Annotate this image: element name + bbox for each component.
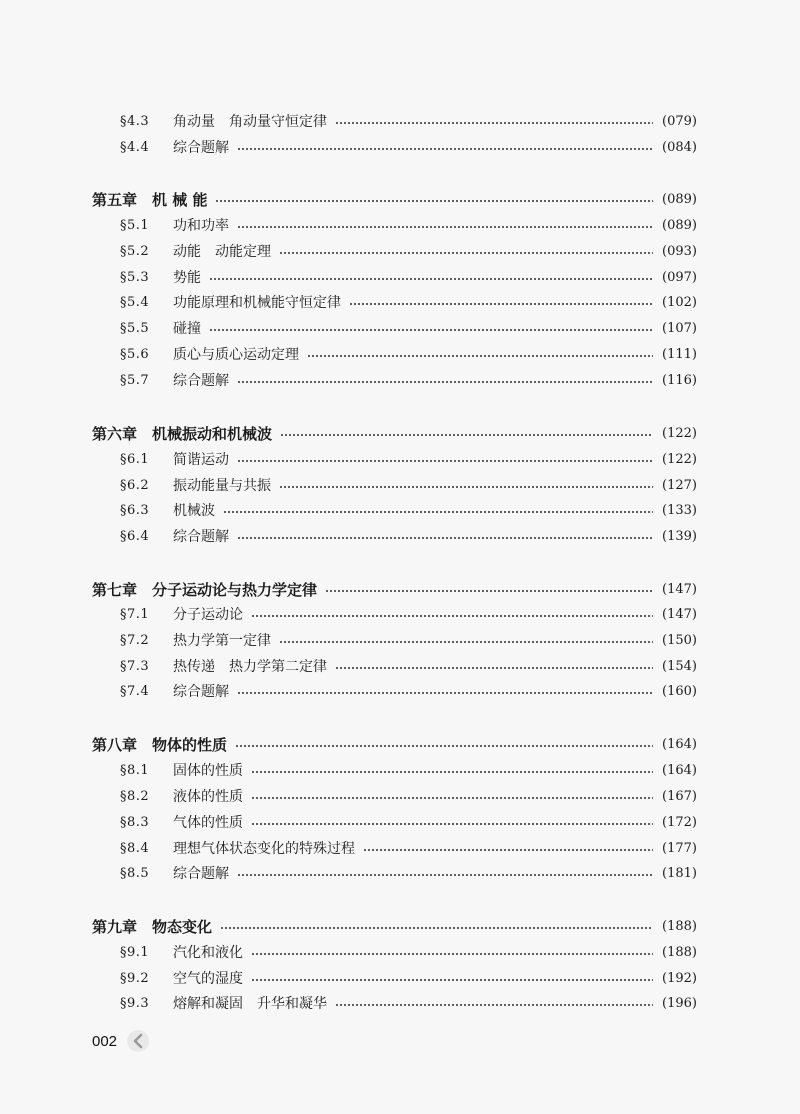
section-number: §8.3	[120, 814, 150, 830]
chapter-title: 第六章 机械振动和机械波	[92, 424, 273, 443]
section-number: §6.2	[120, 477, 150, 493]
chapter-entry[interactable]	[0, 187, 800, 211]
section-entry[interactable]	[0, 679, 800, 703]
page-ref: (089)	[662, 191, 697, 207]
chapter-entry[interactable]	[0, 732, 800, 756]
page-ref: (102)	[662, 294, 697, 310]
section-entry[interactable]	[0, 602, 800, 626]
leader-dots	[209, 278, 653, 280]
leader-dots	[335, 122, 653, 124]
leader-dots	[251, 979, 653, 981]
section-title: 功和功率	[173, 218, 229, 234]
leader-dots	[235, 745, 653, 747]
section-title: 热力学第一定律	[173, 633, 271, 649]
section-entry[interactable]	[0, 473, 800, 497]
leader-dots	[363, 849, 653, 851]
section-number: §6.1	[120, 451, 150, 467]
section-number: §9.3	[120, 995, 150, 1011]
section-number: §4.3	[120, 113, 150, 129]
section-title: 动能 动能定理	[173, 244, 271, 260]
page-ref: (133)	[662, 502, 697, 518]
back-button[interactable]	[127, 1030, 149, 1052]
page-ref: (192)	[662, 970, 697, 986]
leader-dots	[220, 927, 653, 929]
page-ref: (188)	[662, 918, 697, 934]
chapter-title: 第九章 物态变化	[92, 917, 213, 936]
leader-dots	[325, 590, 653, 592]
section-title: 质心与质心运动定理	[173, 347, 299, 363]
section-title: 势能	[173, 270, 201, 286]
section-title: 角动量 角动量守恒定律	[173, 114, 327, 130]
section-number: §8.5	[120, 865, 150, 881]
section-entry[interactable]	[0, 316, 800, 340]
chapter-entry[interactable]	[0, 421, 800, 445]
page-ref: (127)	[662, 477, 697, 493]
section-number: §7.4	[120, 683, 150, 699]
leader-dots	[251, 953, 653, 955]
leader-dots	[209, 329, 653, 331]
section-entry[interactable]	[0, 861, 800, 885]
leader-dots	[237, 537, 653, 539]
section-title: 熔解和凝固 升华和凝华	[173, 996, 327, 1012]
page-ref: (150)	[662, 632, 697, 648]
section-title: 固体的性质	[173, 763, 243, 779]
section-number: §7.1	[120, 606, 150, 622]
section-title: 分子运动论	[173, 607, 243, 623]
section-number: §5.7	[120, 372, 150, 388]
section-entry[interactable]	[0, 810, 800, 834]
chapter-title: 第七章 分子运动论与热力学定律	[92, 580, 318, 599]
section-entry[interactable]	[0, 758, 800, 782]
section-number: §4.4	[120, 139, 150, 155]
leader-dots	[215, 200, 653, 202]
section-title: 综合题解	[173, 684, 229, 700]
page-ref: (188)	[662, 944, 697, 960]
section-entry[interactable]	[0, 966, 800, 990]
page-ref: (147)	[662, 606, 697, 622]
section-number: §5.4	[120, 294, 150, 310]
leader-dots	[251, 771, 653, 773]
section-title: 液体的性质	[173, 789, 243, 805]
page-ref: (172)	[662, 814, 697, 830]
section-title: 综合题解	[173, 529, 229, 545]
section-entry[interactable]	[0, 784, 800, 808]
leader-dots	[237, 226, 653, 228]
page-ref: (154)	[662, 658, 697, 674]
leader-dots	[237, 148, 653, 150]
leader-dots	[349, 303, 653, 305]
page-ref: (122)	[662, 451, 697, 467]
chevron-left-icon	[131, 1033, 145, 1049]
section-title: 机械波	[173, 503, 215, 519]
section-number: §8.1	[120, 762, 150, 778]
section-entry[interactable]	[0, 265, 800, 289]
section-number: §5.3	[120, 269, 150, 285]
section-entry[interactable]	[0, 342, 800, 366]
section-entry[interactable]	[0, 628, 800, 652]
leader-dots	[237, 874, 653, 876]
section-entry[interactable]	[0, 135, 800, 159]
section-title: 功能原理和机械能守恒定律	[173, 295, 341, 311]
leader-dots	[223, 511, 653, 513]
page-ref: (079)	[662, 113, 697, 129]
page-ref: (164)	[662, 736, 697, 752]
chapter-title: 第五章 机 械 能	[92, 190, 208, 209]
section-entry[interactable]	[0, 991, 800, 1015]
chapter-title: 第八章 物体的性质	[92, 735, 228, 754]
section-entry[interactable]	[0, 368, 800, 392]
page-ref: (107)	[662, 320, 697, 336]
page-ref: (164)	[662, 762, 697, 778]
chapter-entry[interactable]	[0, 577, 800, 601]
page-ref: (196)	[662, 995, 697, 1011]
page-number: 002	[92, 1033, 118, 1050]
page-ref: (111)	[662, 346, 697, 362]
section-number: §5.2	[120, 243, 150, 259]
page-ref: (084)	[662, 139, 697, 155]
section-entry[interactable]	[0, 290, 800, 314]
leader-dots	[279, 252, 653, 254]
section-number: §5.6	[120, 346, 150, 362]
leader-dots	[251, 615, 653, 617]
section-title: 振动能量与共振	[173, 478, 271, 494]
page-ref: (160)	[662, 683, 697, 699]
section-entry[interactable]	[0, 213, 800, 237]
section-number: §8.4	[120, 840, 150, 856]
section-title: 气体的性质	[173, 815, 243, 831]
page-ref: (093)	[662, 243, 697, 259]
section-number: §7.3	[120, 658, 150, 674]
leader-dots	[237, 381, 653, 383]
page-ref: (147)	[662, 581, 697, 597]
page-ref: (167)	[662, 788, 697, 804]
section-number: §6.3	[120, 502, 150, 518]
section-number: §9.2	[120, 970, 150, 986]
section-entry[interactable]	[0, 447, 800, 471]
section-title: 空气的湿度	[173, 971, 243, 987]
leader-dots	[237, 692, 653, 694]
leader-dots	[279, 486, 653, 488]
leader-dots	[335, 1004, 653, 1006]
section-entry[interactable]	[0, 654, 800, 678]
page-ref: (116)	[662, 372, 697, 388]
page-ref: (089)	[662, 217, 697, 233]
chapter-entry[interactable]	[0, 914, 800, 938]
leader-dots	[279, 641, 653, 643]
section-entry[interactable]	[0, 940, 800, 964]
section-entry[interactable]	[0, 109, 800, 133]
leader-dots	[307, 355, 653, 357]
leader-dots	[335, 667, 653, 669]
page-ref: (177)	[662, 840, 697, 856]
section-title: 简谐运动	[173, 452, 229, 468]
leader-dots	[251, 797, 653, 799]
leader-dots	[237, 460, 653, 462]
section-number: §5.1	[120, 217, 150, 233]
section-entry[interactable]	[0, 836, 800, 860]
section-title: 综合题解	[173, 140, 229, 156]
section-title: 汽化和液化	[173, 945, 243, 961]
leader-dots	[251, 823, 653, 825]
leader-dots	[280, 434, 653, 436]
section-entry[interactable]	[0, 498, 800, 522]
section-title: 碰撞	[173, 321, 201, 337]
section-number: §5.5	[120, 320, 150, 336]
page-ref: (097)	[662, 269, 697, 285]
page-ref: (181)	[662, 865, 697, 881]
section-title: 综合题解	[173, 866, 229, 882]
section-number: §8.2	[120, 788, 150, 804]
section-entry[interactable]	[0, 239, 800, 263]
page-ref: (122)	[662, 425, 697, 441]
section-number: §6.4	[120, 528, 150, 544]
section-entry[interactable]	[0, 524, 800, 548]
section-number: §9.1	[120, 944, 150, 960]
section-title: 热传递 热力学第二定律	[173, 659, 327, 675]
section-title: 理想气体状态变化的特殊过程	[173, 841, 355, 857]
section-number: §7.2	[120, 632, 150, 648]
page-ref: (139)	[662, 528, 697, 544]
section-title: 综合题解	[173, 373, 229, 389]
